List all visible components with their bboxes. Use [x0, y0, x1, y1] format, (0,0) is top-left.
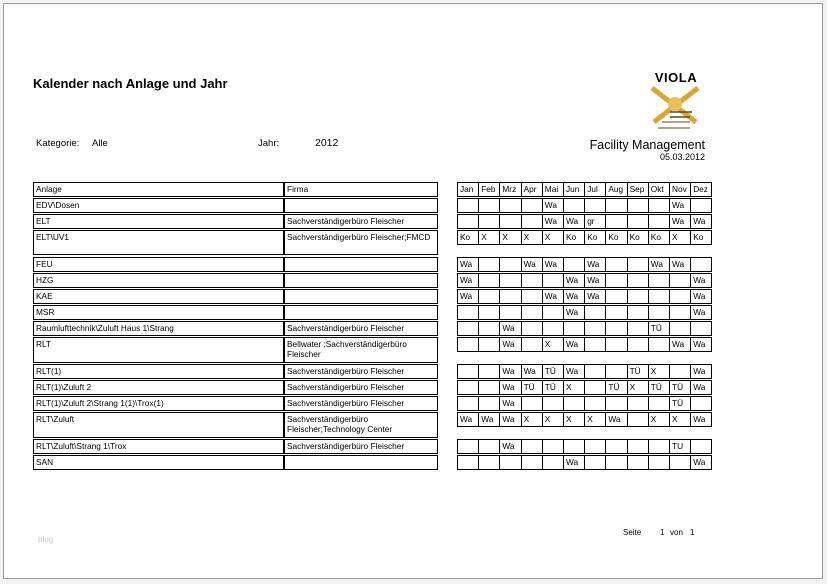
month-cell — [627, 455, 649, 470]
month-cell — [584, 305, 606, 320]
month-cell: Wa — [457, 289, 479, 304]
month-cell: TÜ — [648, 380, 670, 395]
header-month: Jan — [457, 182, 479, 197]
month-cell — [605, 257, 627, 272]
month-cell: Wa — [521, 364, 543, 379]
row-firma — [284, 289, 438, 304]
month-cell: X — [542, 412, 564, 427]
month-cell: X — [563, 380, 585, 395]
header-month: Aug — [605, 182, 627, 197]
month-cell — [584, 198, 606, 213]
month-cell — [648, 439, 670, 454]
month-cell — [627, 412, 649, 427]
row-firma: Sachverständigerbüro Fleischer — [284, 380, 438, 395]
month-cell: X — [648, 364, 670, 379]
month-cell: Wa — [499, 412, 521, 427]
month-cell — [542, 321, 564, 336]
month-cell: Wa — [584, 289, 606, 304]
month-cell — [478, 455, 500, 470]
month-cell: Wa — [690, 214, 712, 229]
month-cell — [627, 214, 649, 229]
month-cell: Wa — [690, 273, 712, 288]
month-cell — [627, 396, 649, 411]
month-cell — [521, 321, 543, 336]
month-cell — [584, 439, 606, 454]
month-cell: TÜ — [627, 364, 649, 379]
row-firma: Sachverständigerbüro Fleischer — [284, 214, 438, 229]
row-firma — [284, 257, 438, 272]
row-anlage: Raumlufttechnik\Zuluft Haus 1\Strang — [33, 321, 284, 336]
month-cell: X — [627, 380, 649, 395]
month-cell — [478, 364, 500, 379]
footer-seite-label: Seite — [623, 528, 642, 537]
row-anlage: HZG — [33, 273, 284, 288]
row-firma: Sachverständigerbüro Fleischer — [284, 321, 438, 336]
month-cell — [690, 439, 712, 454]
month-cell — [563, 321, 585, 336]
month-cell — [648, 305, 670, 320]
month-cell — [605, 364, 627, 379]
month-cell — [499, 257, 521, 272]
row-anlage: EDV\Dosen — [33, 198, 284, 213]
footer-page-total: 1 — [690, 528, 695, 537]
month-cell: Wa — [499, 337, 521, 352]
month-cell — [627, 321, 649, 336]
row-anlage: FEU — [33, 257, 284, 272]
month-cell: X — [542, 337, 564, 352]
row-anlage: RLT — [33, 337, 284, 363]
month-cell — [478, 337, 500, 352]
row-anlage: SAN — [33, 455, 284, 470]
month-cell: Wa — [457, 412, 479, 427]
month-cell — [478, 273, 500, 288]
month-cell: Wa — [478, 412, 500, 427]
month-cell — [605, 396, 627, 411]
footer-von-label: von — [670, 528, 683, 537]
month-cell — [627, 273, 649, 288]
month-cell — [605, 337, 627, 352]
month-cell: Wa — [669, 337, 691, 352]
month-cell — [605, 289, 627, 304]
month-cell — [499, 198, 521, 213]
month-cell — [584, 380, 606, 395]
month-cell: Wa — [690, 380, 712, 395]
month-cell — [478, 198, 500, 213]
month-cell: Ko — [584, 230, 606, 245]
header-month: Jun — [563, 182, 585, 197]
month-cell: X — [521, 230, 543, 245]
month-cell — [457, 321, 479, 336]
month-cell: Wa — [457, 257, 479, 272]
month-cell: X — [521, 412, 543, 427]
header-anlage: Anlage — [33, 182, 284, 197]
month-cell — [521, 198, 543, 213]
month-cell — [457, 380, 479, 395]
row-anlage: RLT(1) — [33, 364, 284, 379]
month-cell: TÜ — [521, 380, 543, 395]
header-month: Sep — [627, 182, 649, 197]
month-cell — [584, 321, 606, 336]
month-cell: Wa — [563, 289, 585, 304]
month-cell — [563, 439, 585, 454]
month-cell: TU — [669, 439, 691, 454]
month-cell — [499, 455, 521, 470]
month-cell — [521, 396, 543, 411]
month-cell — [478, 396, 500, 411]
month-cell: Wa — [690, 305, 712, 320]
month-cell: X — [563, 412, 585, 427]
month-cell: Wa — [690, 289, 712, 304]
header-month: Mrz — [499, 182, 521, 197]
month-cell — [584, 396, 606, 411]
row-firma: Sachverständigerbüro Fleischer — [284, 364, 438, 379]
month-cell — [669, 455, 691, 470]
company-name: Facility Management — [589, 138, 705, 152]
month-cell: Wa — [499, 321, 521, 336]
month-cell — [499, 214, 521, 229]
month-cell — [605, 273, 627, 288]
month-cell — [563, 396, 585, 411]
month-cell — [605, 321, 627, 336]
month-cell — [690, 396, 712, 411]
row-firma — [284, 273, 438, 288]
month-cell: TÜ — [542, 364, 564, 379]
month-cell: Wa — [690, 337, 712, 352]
month-cell — [478, 380, 500, 395]
month-cell — [627, 305, 649, 320]
month-cell: TÜ — [542, 380, 564, 395]
header-month: Feb — [478, 182, 500, 197]
month-cell — [648, 273, 670, 288]
jahr-value: 2012 — [315, 137, 339, 149]
month-cell — [542, 273, 564, 288]
month-cell: X — [478, 230, 500, 245]
month-cell — [584, 337, 606, 352]
month-cell — [669, 364, 691, 379]
month-cell: X — [669, 230, 691, 245]
month-cell — [605, 198, 627, 213]
month-cell: Wa — [499, 364, 521, 379]
month-cell — [521, 305, 543, 320]
row-firma — [284, 305, 438, 320]
month-cell — [521, 214, 543, 229]
month-cell — [478, 305, 500, 320]
header-firma: Firma — [284, 182, 438, 197]
month-cell: Wa — [521, 257, 543, 272]
jahr-label: Jahr: — [258, 138, 280, 149]
month-cell — [627, 337, 649, 352]
footer-page-number: 1 — [660, 528, 665, 537]
row-anlage: KAE — [33, 289, 284, 304]
month-cell — [669, 321, 691, 336]
month-cell: TÜ — [669, 396, 691, 411]
header-month: Mai — [542, 182, 564, 197]
month-cell: Wa — [690, 412, 712, 427]
month-cell: Wa — [584, 273, 606, 288]
row-anlage: RLT(1)\Zuluft 2\Strang 1(1)\Trox(1) — [33, 396, 284, 411]
month-cell — [627, 289, 649, 304]
month-cell — [605, 439, 627, 454]
month-cell — [690, 198, 712, 213]
month-cell — [542, 305, 564, 320]
month-cell: Wa — [563, 273, 585, 288]
month-cell: Ko — [563, 230, 585, 245]
month-cell — [478, 439, 500, 454]
month-cell — [669, 305, 691, 320]
month-cell: Wa — [669, 198, 691, 213]
month-cell: Wa — [499, 380, 521, 395]
month-cell — [542, 439, 564, 454]
month-cell — [627, 257, 649, 272]
company-logo — [640, 70, 712, 138]
row-anlage: RLT\Zuluft\Strang 1\Trox — [33, 439, 284, 454]
month-cell: TÜ — [669, 380, 691, 395]
row-anlage: MSR — [33, 305, 284, 320]
row-anlage: ELT\UV1 — [33, 230, 284, 255]
row-anlage: ELT — [33, 214, 284, 229]
month-cell — [669, 273, 691, 288]
kategorie-label: Kategorie: — [36, 138, 80, 149]
month-cell — [457, 455, 479, 470]
month-cell — [648, 337, 670, 352]
kategorie-value: Alle — [92, 138, 108, 149]
header-month: Apr — [521, 182, 543, 197]
month-cell: Wa — [499, 439, 521, 454]
month-cell: Wa — [499, 396, 521, 411]
header-month: Nov — [669, 182, 691, 197]
report-date: 05.03.2012 — [659, 152, 705, 162]
month-cell: Wa — [690, 455, 712, 470]
row-firma: Sachverständigerbüro Fleischer — [284, 439, 438, 454]
month-cell: Wa — [563, 337, 585, 352]
month-cell — [648, 455, 670, 470]
month-cell: X — [584, 412, 606, 427]
month-cell — [499, 289, 521, 304]
month-cell — [690, 321, 712, 336]
month-cell: X — [499, 230, 521, 245]
month-cell — [627, 198, 649, 213]
month-cell — [627, 439, 649, 454]
month-cell — [648, 214, 670, 229]
watermark-text: blog — [38, 535, 54, 544]
month-cell: Ko — [605, 230, 627, 245]
month-cell — [478, 214, 500, 229]
month-cell: Wa — [690, 364, 712, 379]
month-cell — [457, 198, 479, 213]
month-cell: Wa — [605, 412, 627, 427]
row-firma — [284, 198, 438, 213]
month-cell — [499, 305, 521, 320]
month-cell — [499, 273, 521, 288]
month-cell — [584, 455, 606, 470]
logo-emblem-icon — [640, 70, 712, 138]
month-cell — [478, 257, 500, 272]
month-cell — [542, 455, 564, 470]
month-cell: Wa — [584, 257, 606, 272]
month-cell — [457, 364, 479, 379]
month-cell — [457, 396, 479, 411]
logo-text: VIOLA — [654, 70, 698, 85]
month-cell — [669, 289, 691, 304]
month-cell: Wa — [669, 214, 691, 229]
month-cell — [648, 396, 670, 411]
month-cell: Wa — [648, 257, 670, 272]
month-cell — [690, 257, 712, 272]
row-firma — [284, 455, 438, 470]
month-cell: Ko — [457, 230, 479, 245]
row-firma: Sachverständigerbüro Fleischer;Technology Center — [284, 412, 438, 438]
month-cell — [521, 337, 543, 352]
month-cell: Ko — [648, 230, 670, 245]
month-cell: Wa — [542, 198, 564, 213]
month-cell: Ko — [627, 230, 649, 245]
month-cell: Wa — [542, 214, 564, 229]
month-cell: Wa — [542, 257, 564, 272]
month-cell — [521, 439, 543, 454]
month-cell — [457, 337, 479, 352]
month-cell — [563, 257, 585, 272]
month-cell — [457, 214, 479, 229]
month-cell — [542, 396, 564, 411]
header-month: Okt — [648, 182, 670, 197]
month-cell: Wa — [563, 214, 585, 229]
month-cell — [648, 289, 670, 304]
month-cell — [605, 214, 627, 229]
header-month: Dez — [690, 182, 712, 197]
month-cell: Wa — [542, 289, 564, 304]
month-cell — [478, 321, 500, 336]
row-anlage: RLT\Zuluft — [33, 412, 284, 438]
month-cell — [563, 198, 585, 213]
month-cell: X — [542, 230, 564, 245]
month-cell: Wa — [563, 305, 585, 320]
month-cell: Wa — [457, 273, 479, 288]
month-cell — [521, 455, 543, 470]
month-cell: X — [648, 412, 670, 427]
month-cell — [457, 305, 479, 320]
row-firma: Bellwater ;Sachverständigerbüro Fleischer — [284, 337, 438, 363]
report-title: Kalender nach Anlage und Jahr — [33, 76, 228, 91]
month-cell — [478, 289, 500, 304]
month-cell — [521, 289, 543, 304]
row-anlage: RLT(1)\Zuluft 2 — [33, 380, 284, 395]
month-cell: Wa — [669, 257, 691, 272]
row-firma: Sachverständigerbüro Fleischer;FMCD — [284, 230, 438, 255]
month-cell: Wa — [563, 364, 585, 379]
row-firma: Sachverständigerbüro Fleischer — [284, 396, 438, 411]
month-cell: X — [669, 412, 691, 427]
month-cell: Wa — [563, 455, 585, 470]
month-cell — [605, 455, 627, 470]
month-cell — [457, 439, 479, 454]
month-cell: TÜ — [605, 380, 627, 395]
month-cell: TÜ — [648, 321, 670, 336]
month-cell — [648, 198, 670, 213]
month-cell — [584, 364, 606, 379]
header-month: Jul — [584, 182, 606, 197]
month-cell — [605, 305, 627, 320]
month-cell: gr — [584, 214, 606, 229]
month-cell — [521, 273, 543, 288]
month-cell: Ko — [690, 230, 712, 245]
